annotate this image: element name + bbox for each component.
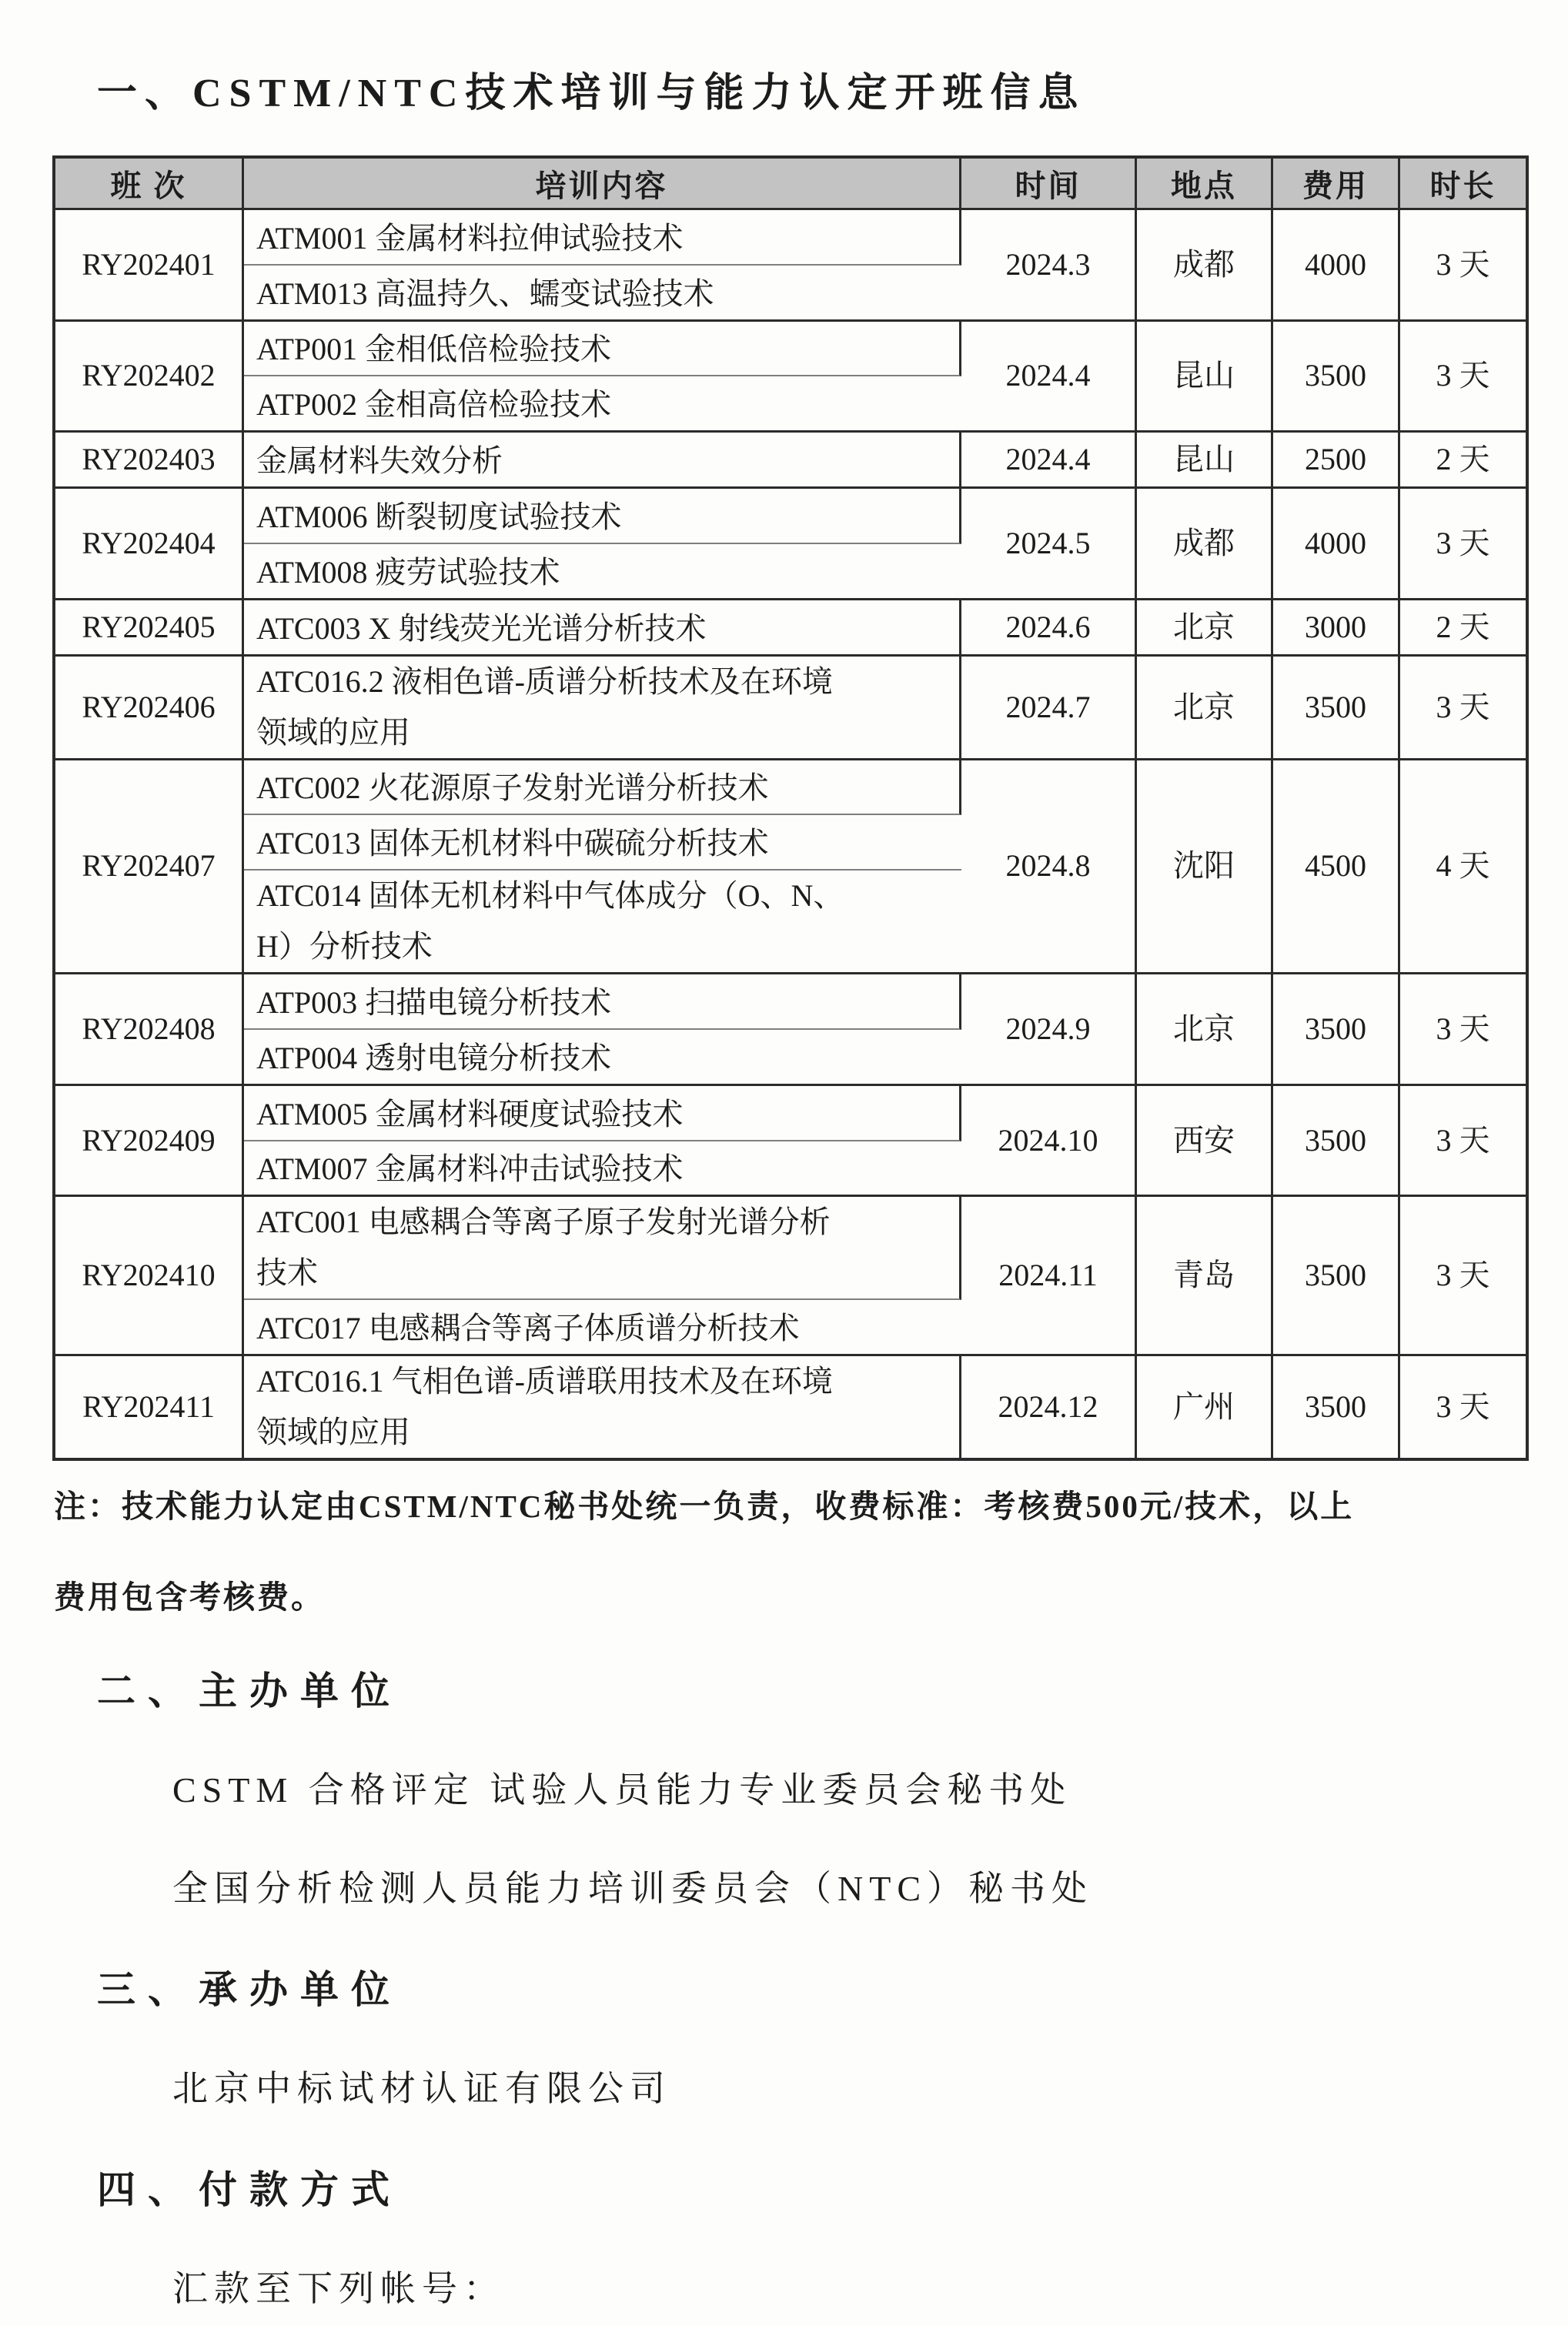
- col-header-class-id: 班 次: [55, 159, 244, 210]
- fee-cell: 3000: [1273, 600, 1400, 657]
- duration-cell: 2 天: [1400, 433, 1526, 489]
- fee-cell: 3500: [1273, 974, 1400, 1086]
- time-cell: 2024.6: [961, 600, 1137, 657]
- duration-cell: 3 天: [1400, 489, 1526, 600]
- organizer-line-1: CSTM 合格评定 试验人员能力专业委员会秘书处: [172, 1770, 1072, 1810]
- location-cell: 北京: [1137, 974, 1273, 1086]
- fee-cell: 4000: [1273, 489, 1400, 600]
- course-text: ATC016.1 气相色谱-质谱联用技术及在环境领域的应用: [256, 1364, 833, 1450]
- duration-cell: 3 天: [1400, 210, 1526, 322]
- organizer-line-2: 全国分析检测人员能力培训委员会（NTC）秘书处: [172, 1869, 1093, 1909]
- col-header-time: 时间: [961, 159, 1137, 210]
- course-text: ATP003 扫描电镜分析技术: [256, 984, 612, 1020]
- table-row: [55, 600, 1526, 657]
- class-id-cell: RY202401: [55, 210, 244, 322]
- time-cell: 2024.7: [961, 657, 1137, 760]
- course-cell: [244, 1030, 961, 1086]
- course-text: ATM008 疲劳试验技术: [256, 554, 560, 590]
- duration-cell: 3 天: [1400, 657, 1526, 760]
- time-cell: 2024.12: [961, 1356, 1137, 1458]
- table-row: [55, 433, 1526, 489]
- fee-cell: 2500: [1273, 433, 1400, 489]
- table-row: [55, 974, 1526, 1030]
- col-header-duration: 时长: [1400, 159, 1526, 210]
- table-row: [55, 1086, 1526, 1141]
- course-cell: [244, 376, 961, 433]
- course-text: ATP002 金相高倍检验技术: [256, 387, 612, 423]
- location-cell: 成都: [1137, 489, 1273, 600]
- course-text: ATP001 金相低倍检验技术: [256, 332, 612, 367]
- course-cell: [244, 322, 961, 377]
- location-cell: 西安: [1137, 1086, 1273, 1198]
- course-cell: [244, 266, 961, 322]
- course-text: ATC002 火花源原子发射光谱分析技术: [256, 770, 769, 806]
- table-row: [55, 210, 1526, 266]
- course-cell: [244, 489, 961, 544]
- time-cell: 2024.10: [961, 1086, 1137, 1198]
- course-text: ATM005 金属材料硬度试验技术: [256, 1096, 684, 1131]
- course-cell: [244, 815, 961, 871]
- course-text: 金属材料失效分析: [256, 443, 503, 479]
- table-body: [55, 210, 1526, 1458]
- table-header: [55, 159, 1526, 210]
- course-text: ATC016.2 液相色谱-质谱分析技术及在环境领域的应用: [256, 663, 833, 750]
- course-cell: [244, 600, 961, 657]
- fee-cell: 3500: [1273, 1197, 1400, 1356]
- table-header-row: [55, 159, 1526, 210]
- course-text: ATP004 透射电镜分析技术: [256, 1040, 612, 1075]
- course-text: ATC003 X 射线荧光光谱分析技术: [256, 610, 707, 646]
- col-header-fee: 费用: [1273, 159, 1400, 210]
- time-cell: 2024.11: [961, 1197, 1137, 1356]
- duration-cell: 3 天: [1400, 1197, 1526, 1356]
- course-cell: [244, 871, 961, 974]
- undertaker-line: 北京中标试材认证有限公司: [172, 2069, 671, 2109]
- section-3-heading: 三、承办单位: [97, 1968, 402, 2012]
- time-cell: 2024.3: [961, 210, 1137, 322]
- course-text: ATC001 电感耦合等离子原子发射光谱分析技术: [256, 1205, 831, 1291]
- class-id-cell: RY202406: [55, 657, 244, 760]
- class-id-cell: RY202402: [55, 322, 244, 433]
- location-cell: 广州: [1137, 1356, 1273, 1458]
- fee-cell: 4500: [1273, 760, 1400, 975]
- class-id-cell: RY202407: [55, 760, 244, 975]
- table-row: [55, 657, 1526, 760]
- fee-cell: 4000: [1273, 210, 1400, 322]
- table-row: [55, 760, 1526, 816]
- time-cell: 2024.8: [961, 760, 1137, 975]
- course-cell: [244, 433, 961, 489]
- course-cell: [244, 974, 961, 1030]
- table-row: [55, 1356, 1526, 1458]
- course-cell: [244, 760, 961, 816]
- location-cell: 青岛: [1137, 1197, 1273, 1356]
- section-1-title: 一、CSTM/NTC技术培训与能力认定开班信息: [97, 72, 1086, 115]
- duration-cell: 3 天: [1400, 1086, 1526, 1198]
- location-cell: 昆山: [1137, 433, 1273, 489]
- course-text: ATM013 高温持久、蠕变试验技术: [256, 276, 714, 311]
- payment-line: 汇款至下列帐号：: [172, 2269, 505, 2309]
- class-id-cell: RY202408: [55, 974, 244, 1086]
- duration-cell: 3 天: [1400, 974, 1526, 1086]
- section-4-heading: 四、付款方式: [97, 2168, 402, 2212]
- course-text: ATM001 金属材料拉伸试验技术: [256, 220, 684, 256]
- course-cell: [244, 1300, 961, 1356]
- duration-cell: 3 天: [1436, 1389, 1490, 1425]
- course-cell: [244, 1141, 961, 1198]
- course-text: ATM007 金属材料冲击试验技术: [256, 1151, 684, 1187]
- time-cell: 2024.5: [961, 489, 1137, 600]
- table-row: [55, 489, 1526, 544]
- table-row: [55, 1197, 1526, 1300]
- time-cell: 2024.4: [961, 433, 1137, 489]
- course-cell: [244, 1356, 961, 1458]
- course-cell: [244, 544, 961, 600]
- col-header-location: 地点: [1137, 159, 1273, 210]
- class-id-cell: RY202411: [55, 1356, 244, 1458]
- course-cell: [244, 210, 961, 266]
- note-line-1: 注：技术能力认定由CSTM/NTC秘书处统一负责，收费标准：考核费500元/技术，以上: [54, 1489, 1355, 1525]
- col-header-course: 培训内容: [244, 159, 961, 210]
- course-text: ATC017 电感耦合等离子体质谱分析技术: [256, 1311, 800, 1346]
- time-cell: 2024.4: [961, 322, 1137, 433]
- class-id-cell: RY202405: [55, 600, 244, 657]
- course-text: ATC014 固体无机材料中气体成分（O、N、H）分析技术: [256, 878, 844, 964]
- location-cell: 成都: [1137, 210, 1273, 322]
- class-id-cell: RY202410: [55, 1197, 244, 1356]
- training-schedule-table: [52, 155, 1529, 1461]
- fee-cell: 3500: [1273, 1356, 1400, 1458]
- note-line-2: 费用包含考核费。: [54, 1579, 325, 1616]
- class-id-cell: RY202404: [55, 489, 244, 600]
- fee-cell: 3500: [1273, 322, 1400, 433]
- fee-cell: 3500: [1273, 657, 1400, 760]
- duration-cell: 2 天: [1400, 600, 1526, 657]
- fee-cell: 3500: [1273, 1086, 1400, 1198]
- course-cell: [244, 1197, 961, 1300]
- course-text: ATM006 断裂韧度试验技术: [256, 499, 622, 534]
- table-row: [55, 322, 1526, 377]
- location-cell: 昆山: [1137, 322, 1273, 433]
- class-id-cell: RY202409: [55, 1086, 244, 1198]
- location-cell: 沈阳: [1137, 760, 1273, 975]
- section-2-heading: 二、主办单位: [97, 1669, 402, 1713]
- duration-cell: 4 天: [1400, 760, 1526, 975]
- course-cell: [244, 657, 961, 760]
- class-id-cell: RY202403: [55, 433, 244, 489]
- course-cell: [244, 1086, 961, 1141]
- location-cell: 北京: [1137, 657, 1273, 760]
- duration-cell: 3 天: [1400, 322, 1526, 433]
- course-text: ATC013 固体无机材料中碳硫分析技术: [256, 826, 769, 861]
- location-cell: 北京: [1137, 600, 1273, 657]
- time-cell: 2024.9: [961, 974, 1137, 1086]
